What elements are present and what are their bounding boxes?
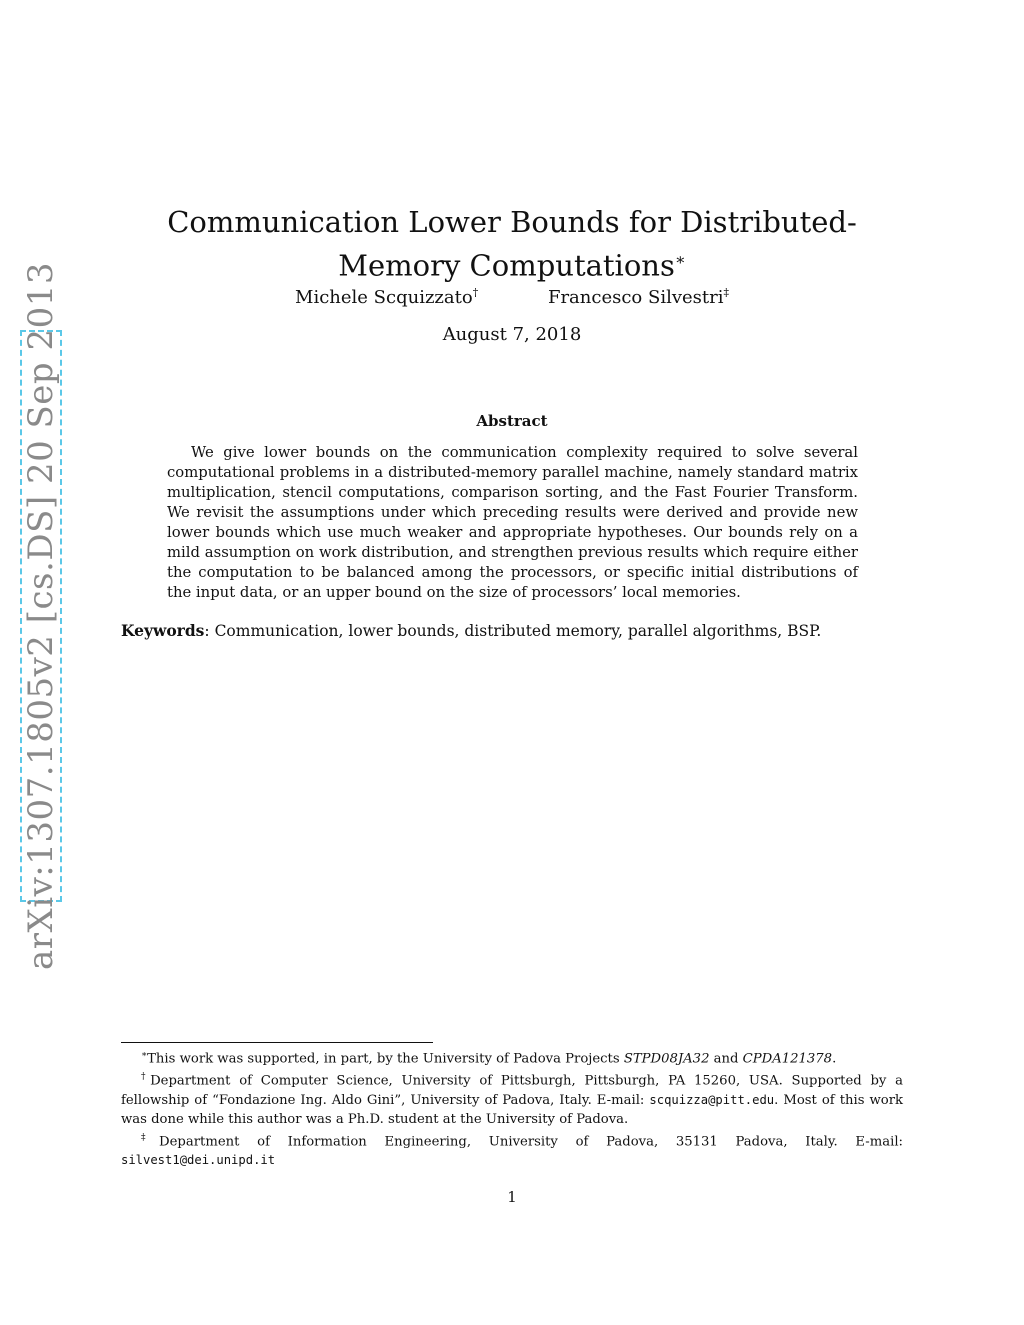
author-list: [0, 280, 1024, 311]
abstract-heading: Abstract: [476, 412, 548, 430]
footnote-text: Department of Computer Science, University of Pittsburgh, Pittsburgh, PA 15260, USA. Supported by a fellowship of “Fondazione Ing. Aldo Gini”, University of Padova, Italy. E-mail:: [121, 1073, 903, 1108]
author-footnote-mark: ‡: [723, 286, 729, 299]
footnote-text: This work was supported, in part, by the University of Padova Projects: [147, 1051, 624, 1067]
project-code: STPD08JA32: [623, 1051, 710, 1067]
page-number: 1: [507, 1188, 517, 1206]
footnote-mark: ‡: [141, 1132, 160, 1143]
project-code: CPDA121378: [742, 1051, 833, 1067]
abstract-body: We give lower bounds on the communication complexity required to solve several computational problems in a distributed-memory parallel machine, namely standard matrix multiplication, stencil computations, comparison sorting, and the Fast Fourier Transform. We revisit the assumptions under which preceding results were derived and provide new lower bounds which use much weaker and appropriate hypotheses. Our bounds rely on a mild assumption on work distribution, and strengthen previous results which require either the computation to be balanced among the processors, or specific initial distributions of the input data, or an upper bound on the size of processors’ local memories.: [167, 444, 858, 601]
keywords-label: Keywords: [121, 621, 205, 640]
paper-title: [150, 203, 874, 285]
email-link[interactable]: scquizza@pitt.edu: [649, 1092, 775, 1107]
author-name: Francesco Silvestri: [547, 287, 724, 308]
author-name: Michele Scquizzato: [295, 287, 473, 308]
paper-title-text: Communication Lower Bounds for Distributed-Memory Computations: [167, 205, 857, 284]
author-2: [548, 280, 729, 311]
footnote-3: [121, 1129, 903, 1170]
paper-date: August 7, 2018: [442, 324, 582, 345]
footnote-divider: [121, 1042, 433, 1043]
footnotes: [121, 1046, 903, 1170]
author-footnote-mark: †: [472, 286, 479, 299]
arxiv-stamp-text: arXiv:1307.1805v2 [cs.DS] 20 Sep 2013: [21, 261, 61, 971]
footnote-text: . Most of this work was done while this author was a Ph.D. student at the University of Padova.: [121, 1092, 904, 1127]
footnote-mark: ∗: [141, 1050, 148, 1060]
footnote-text: Department of Information Engineering, University of Padova, 35131 Padova, Italy. E-mail:: [159, 1134, 904, 1150]
footnote-text: and: [709, 1051, 743, 1067]
footnote-1: [121, 1046, 903, 1068]
footnote-mark: †: [141, 1072, 151, 1083]
author-1: [295, 280, 478, 311]
title-footnote-mark: ∗: [674, 250, 686, 270]
footnote-2: [121, 1068, 903, 1128]
keywords-text: : Communication, lower bounds, distributed memory, parallel algorithms, BSP.: [204, 622, 822, 640]
keywords: [121, 620, 903, 642]
email-link[interactable]: silvest1@dei.unipd.it: [121, 1153, 276, 1168]
footnote-text: .: [832, 1051, 837, 1067]
